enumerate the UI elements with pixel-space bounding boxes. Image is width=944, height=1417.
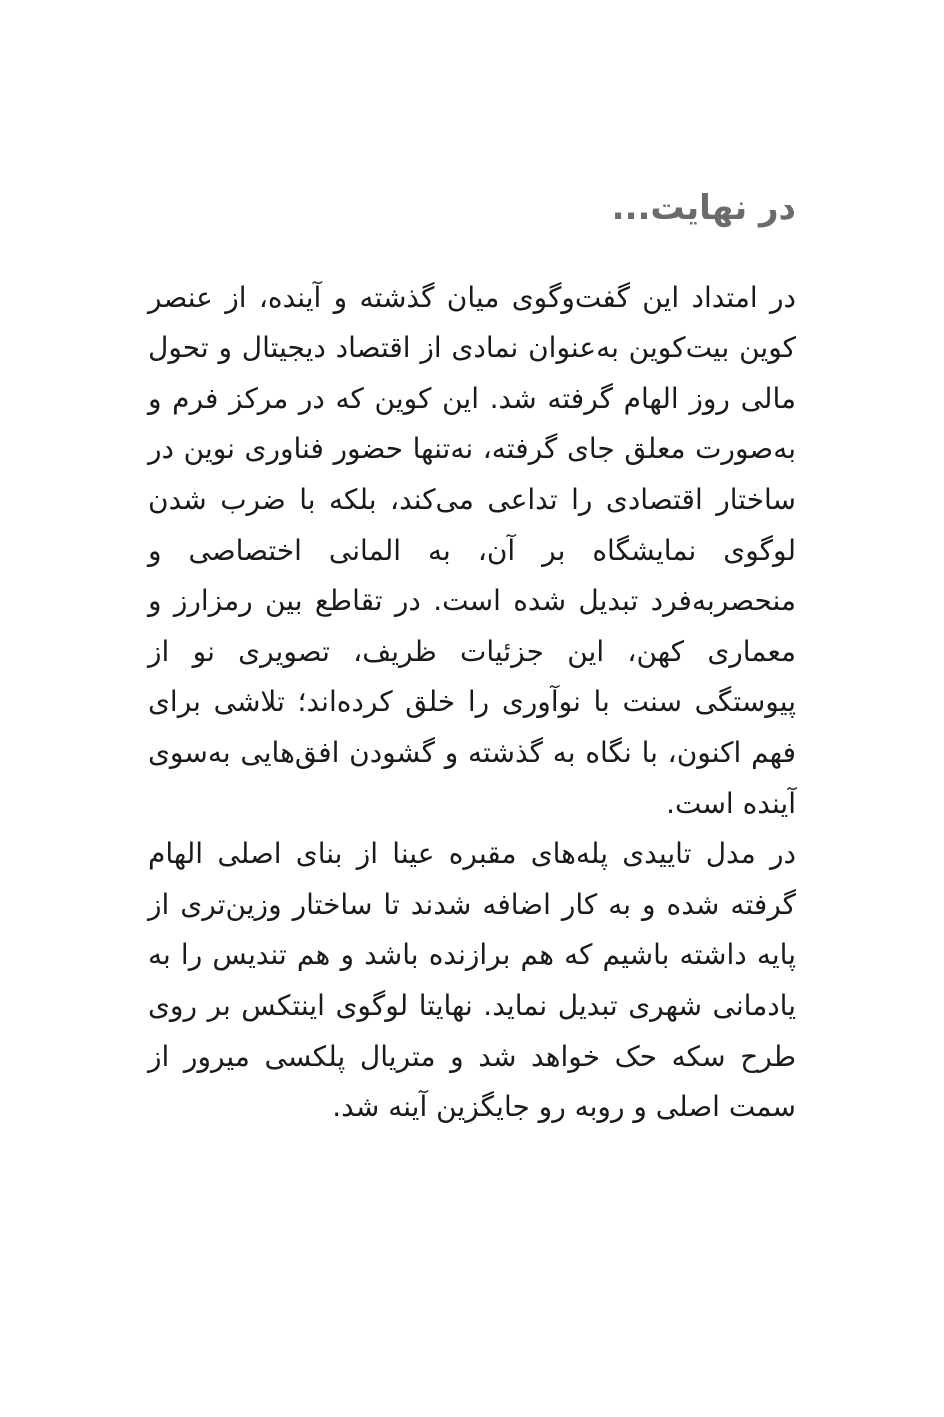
- paragraph-1: در امتداد این گفت‌وگوی میان گذشته و آینده، از عنصر کوین بیت‌کوین به‌عنوان نمادی از اقتصاد دیجیتال و تحول مالی روز الهام گرفته شد. این کوین که در مرکز فرم و به‌صورت معلق جای گرفته، نه‌تنها حضور فناوری نوین در ساختار اقتصادی را تداعی می‌کند، بلکه با ضرب شدن لوگوی نمایشگاه بر آن، به المانی اختصاصی و منحصربه‌فرد تبدیل شده است. در تقاطع بین رمزارز و معماری کهن، این جزئیات ظریف، تصویری نو از پیوستگی سنت با نوآوری را خلق کرده‌اند؛ تلاشی برای فهم اکنون، با نگاه به گذشته و گشودن افق‌هایی به‌سوی آینده است.: [148, 280, 796, 820]
- document-page: [148, 185, 796, 1133]
- section-heading: در نهایت...: [611, 188, 796, 228]
- paragraph-2: در مدل تاییدی پله‌های مقبره عینا از بنای اصلی الهام گرفته شده و به کار اضافه شدند تا ساختار وزین‌تری از پایه داشته باشیم که هم برازنده باشد و هم تندیس را به یادمانی شهری تبدیل نماید. نهایتا لوگوی اینتکس بر روی طرح سکه حک خواهد شد و متریال پلکسی میرور از سمت اصلی و روبه رو جایگزین آینه شد.: [148, 837, 796, 1124]
